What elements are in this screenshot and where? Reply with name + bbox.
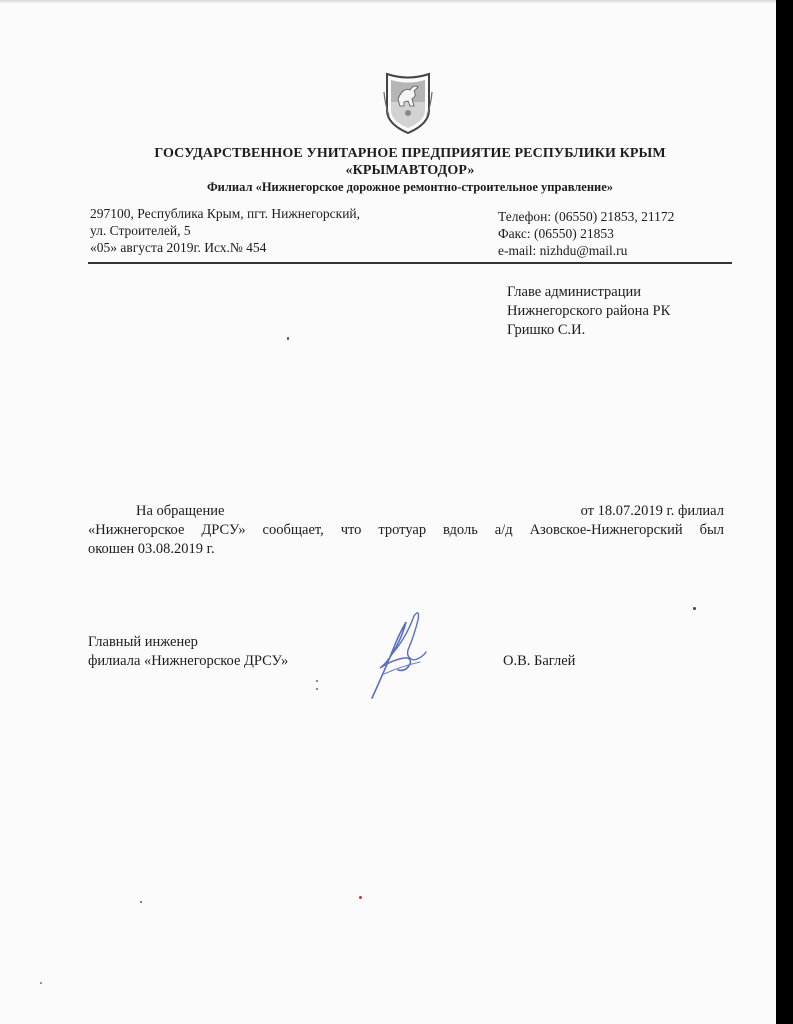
recipient-name: Гришко С.И. (507, 322, 586, 338)
body-line-3: окошен 03.08.2019 г. (88, 541, 215, 557)
branch-name: Филиал «Нижнегорское дорожное ремонтно-строительное управление» (206, 180, 614, 194)
signer-title-line: Главный инженер (88, 634, 198, 650)
scan-speck (140, 901, 142, 903)
recipient-block (507, 283, 737, 340)
scan-speck (40, 982, 42, 984)
header-divider (88, 262, 732, 264)
contacts-block (498, 208, 738, 259)
address-line: ул. Строителей, 5 (90, 223, 191, 238)
body-line-2: «Нижнегорское ДРСУ» сообщает, что тротуар вдоль а/д Азовское-Нижнегорский был (88, 522, 724, 538)
scan-speck (287, 337, 289, 340)
recipient-line: Нижнегорского района РК (507, 303, 671, 319)
signer-position (88, 633, 348, 671)
phone-line: Телефон: (06550) 21853, 21172 (498, 209, 675, 224)
body-line-1 (88, 502, 724, 521)
outgoing-number: «05» августа 2019г. Исх.№ 454 (90, 240, 267, 255)
org-line-2: «КРЫМАВТОДОР» (345, 163, 475, 178)
scan-speck (316, 688, 318, 690)
scan-speck (359, 896, 362, 899)
address-line: 297100, Республика Крым, пгт. Нижнегорский, (90, 206, 361, 221)
scan-edge-shade (0, 0, 776, 4)
scan-speck (316, 680, 318, 682)
email-line: e-mail: nizhdu@mail.ru (498, 243, 628, 258)
address-block (90, 205, 450, 256)
org-line-1: ГОСУДАРСТВЕННОЕ УНИТАРНОЕ ПРЕДПРИЯТИЕ РЕСПУБЛИКИ КРЫМ (154, 146, 666, 161)
signer-name: О.В. Баглей (503, 653, 576, 669)
signer-title-line: филиала «Нижнегорское ДРСУ» (88, 653, 289, 669)
body-date-ref: от 18.07.2019 г. филиал (580, 503, 724, 519)
scan-speck (693, 607, 696, 610)
organization-title (90, 145, 730, 179)
fax-line: Факс: (06550) 21853 (498, 226, 614, 241)
handwritten-signature (362, 602, 446, 702)
recipient-line: Главе администрации (507, 284, 641, 300)
body-intro: На обращение (136, 503, 225, 519)
letter-body (88, 502, 724, 559)
coat-of-arms-icon (383, 72, 433, 136)
